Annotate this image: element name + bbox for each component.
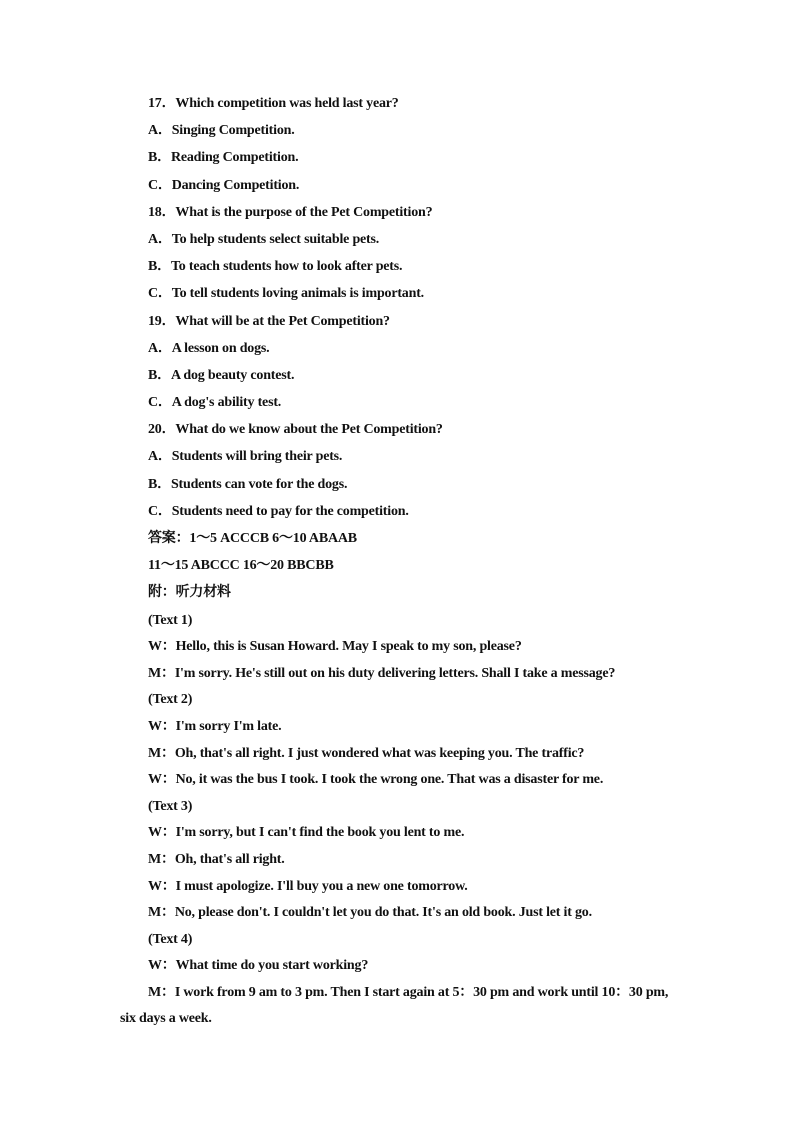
dialog-line: W：I'm sorry, but I can't find the book you lent to me. <box>148 825 465 841</box>
listening-material-heading: 附：听力材料 <box>148 585 231 601</box>
option-20-c: C．Students need to pay for the competition. <box>148 503 409 519</box>
option-19-c: C．A dog's ability test. <box>148 395 282 411</box>
dialog-line: W：I must apologize. I'll buy you a new one tomorrow. <box>148 878 468 894</box>
question-20: 20．What do we know about the Pet Competition? <box>148 422 443 438</box>
question-18: 18．What is the purpose of the Pet Competition? <box>148 204 433 220</box>
option-19-a: A．A lesson on dogs. <box>148 340 270 356</box>
dialog-line: M：No, please don't. I couldn't let you do that. It's an old book. Just let it go. <box>148 905 592 921</box>
option-20-a: A．Students will bring their pets. <box>148 449 343 465</box>
option-18-a: A．To help students select suitable pets. <box>148 231 380 247</box>
page-content <box>120 94 690 1036</box>
answer-key-line-2: 11～15 ABCCC 16～20 BBCBB <box>148 558 334 574</box>
option-18-c: C．To tell students loving animals is important. <box>148 286 424 302</box>
text-3-label: (Text 3) <box>148 798 193 814</box>
option-17-a: A．Singing Competition. <box>148 123 295 139</box>
option-19-b: B．A dog beauty contest. <box>148 367 295 383</box>
question-19: 19．What will be at the Pet Competition? <box>148 313 390 329</box>
option-17-c: C．Dancing Competition. <box>148 177 300 193</box>
question-17: 17．Which competition was held last year? <box>148 96 399 111</box>
dialog-line: W：No, it was the bus I took. I took the wrong one. That was a disaster for me. <box>148 772 604 788</box>
dialog-line: M：Oh, that's all right. I just wondered what was keeping you. The traffic? <box>148 745 585 761</box>
dialog-line: W：I'm sorry I'm late. <box>148 718 282 734</box>
text-4-label: (Text 4) <box>148 931 193 947</box>
dialog-line: M：Oh, that's all right. <box>148 851 285 867</box>
text-2-label: (Text 2) <box>148 692 193 708</box>
answer-key-line-1: 答案：1～5 ACCCB 6～10 ABAAB <box>148 531 357 546</box>
option-20-b: B．Students can vote for the dogs. <box>148 476 348 492</box>
option-18-b: B．To teach students how to look after pets. <box>148 259 403 275</box>
dialog-line: M：I'm sorry. He's still out on his duty delivering letters. Shall I take a message? <box>148 665 616 681</box>
option-17-b: B．Reading Competition. <box>148 150 299 166</box>
dialog-line: W：What time do you start working? <box>148 958 369 974</box>
dialog-line-continuation: six days a week. <box>120 1011 212 1027</box>
dialog-line: W：Hello, this is Susan Howard. May I speak to my son, please? <box>148 639 522 655</box>
dialog-line: M：I work from 9 am to 3 pm. Then I start again at 5：30 pm and work until 10：30 pm, <box>148 984 669 1000</box>
text-1-label: (Text 1) <box>148 612 193 628</box>
